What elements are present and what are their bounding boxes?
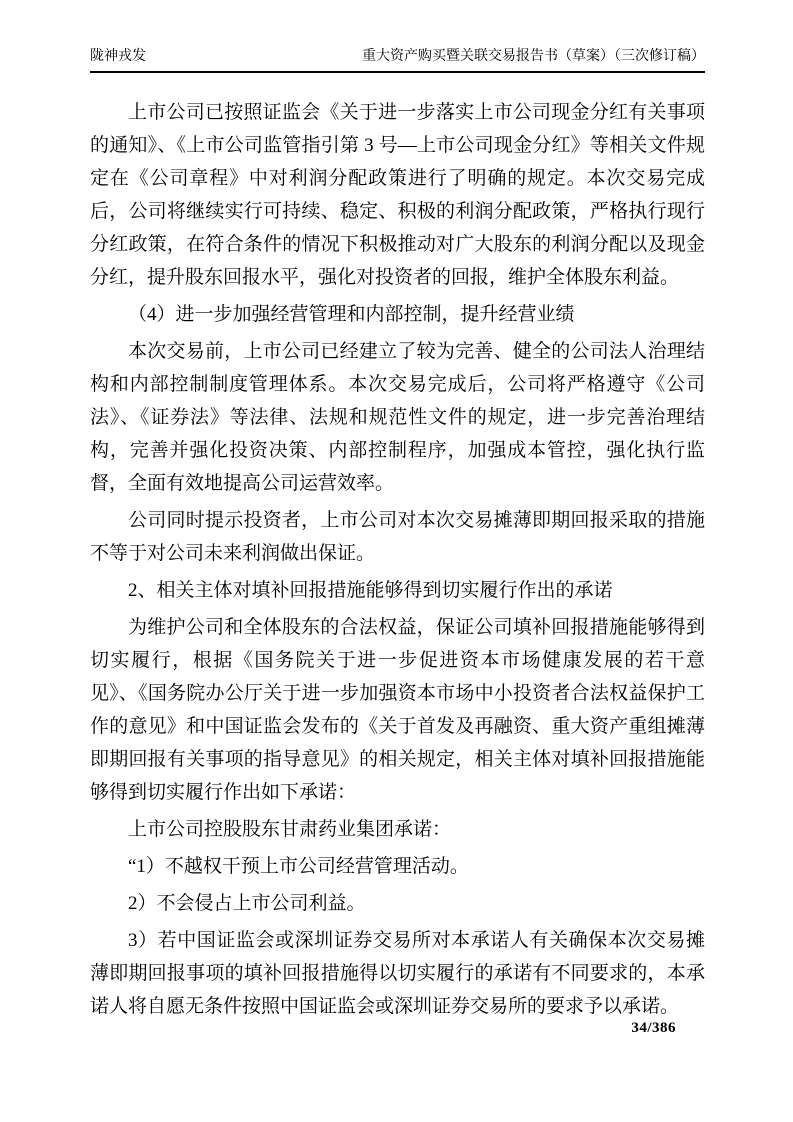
paragraph-commitment-basis: 为维护公司和全体股东的合法权益，保证公司填补回报措施能够得到切实履行，根据《国务院关于进一步促进资本市场健康发展的若干意见》、《国务院办公厅关于进一步加强资本市场中小投资者合法权益保护工作的意见》和中国证监会发布的《关于首发及再融资、重大资产重组摊薄即期回报有关事项的指导意见》的相关规定，相关主体对填补回报措施能够得到切实履行作出如下承诺： <box>90 617 705 803</box>
paragraph-promise-item-1: “1）不越权干预上市公司经营管理活动。 <box>128 856 469 877</box>
paragraph-governance-structure: 本次交易前，上市公司已经建立了较为完善、健全的公司法人治理结构和内部控制制度管理体系。本次交易完成后，公司将严格遵守《公司法》、《证券法》等法律、法规和规范性文件的规定，进一步完善治理结构，完善并强化投资决策、内部控制程序，加强成本管控，强化执行监督，全面有效地提高公司运营效率。 <box>90 341 705 494</box>
paragraph-promise-item-2: 2）不会侵占上市公司利益。 <box>128 893 366 914</box>
header-report-title: 重大资产购买暨关联交易报告书（草案）（三次修订稿） <box>362 49 705 64</box>
document-body <box>90 96 705 1027</box>
paragraph-promise-item-3: 3）若中国证监会或深圳证券交易所对本承诺人有关确保本次交易摊薄即期回报事项的填补回报措施得以切实履行的承诺有不同要求的，本承诺人将自愿无条件按照中国证监会或深圳证券交易所的要求予以承诺。 <box>90 930 705 1017</box>
paragraph-controlling-shareholder-promise: 上市公司控股股东甘肃药业集团承诺： <box>128 819 452 840</box>
paragraph-dividend-policy: 上市公司已按照证监会《关于进一步落实上市公司现金分红有关事项的通知》、《上市公司监管指引第 3 号—上市公司现金分红》等相关文件规定在《公司章程》中对利润分配政策进行了明确的规定。本次交易完成后，公司将继续实行可持续、稳定、积极的利润分配政策，严格执行现行分红政策，在符合条件的情况下积极推动对广大股东的利润分配以及现金分红，提升股东回报水平，强化对投资者的回报，维护全体股东利益。 <box>90 102 705 288</box>
page-header <box>90 47 705 73</box>
header-company-short-name: 陇神戎发 <box>90 49 146 64</box>
heading-strengthen-management: （4）进一步加强经营管理和内部控制，提升经营业绩 <box>128 304 575 325</box>
heading-commitments: 2、相关主体对填补回报措施能够得到切实履行作出的承诺 <box>128 580 613 601</box>
page-number: 34/386 <box>631 1020 676 1036</box>
paragraph-investor-notice: 公司同时提示投资者，上市公司对本次交易摊薄即期回报采取的措施不等于对公司未来利润做出保证。 <box>90 510 705 564</box>
